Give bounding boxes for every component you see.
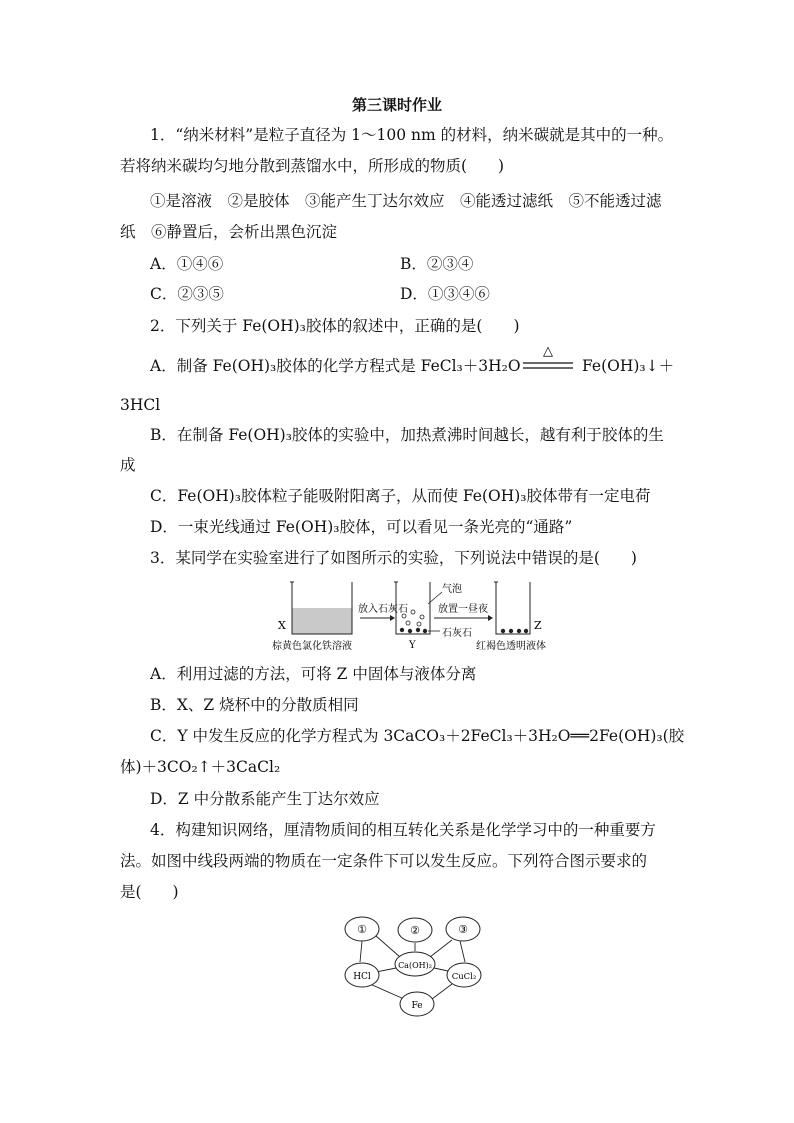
q1-line1: 1．“纳米材料”是粒子直径为 1～100 nm 的材料，纳米碳就是其中的一种。 [150,126,674,144]
q2-option-b-line2: 成 [120,456,136,474]
q1-option-b: B．②③④ [400,255,474,273]
q3-option-a: A．利用过滤的方法，可将 Z 中固体与液体分离 [150,665,477,683]
bubble-label: 气泡 [442,584,462,595]
limestone-piece [400,628,404,632]
sediment [501,629,505,633]
limestone-piece [408,629,412,633]
q2-option-a-part2: Fe(OH)₃↓＋ [582,357,675,375]
beaker-z-label: Z [534,619,542,632]
q1-line4: 纸 ⑥静置后，会析出黑色沉淀 [120,223,338,241]
page-title: 第三课时作业 [351,96,442,114]
limestone-piece [423,629,427,633]
liquid-x [293,608,352,634]
limestone-piece [416,628,420,632]
node-cucl2-label: CuCl₂ [451,972,477,982]
bubble [417,622,421,626]
node-3-label: ③ [458,923,468,936]
beaker-y-label: Y [409,640,416,651]
heat-symbol: △ [543,344,553,359]
q1-line3: ①是溶液 ②是胶体 ③能产生丁达尔效应 ④能透过滤纸 ⑤不能透过滤 [150,192,662,210]
beaker-x [290,582,352,634]
q4-reaction-network [340,910,490,1020]
node-caoh2-label: Ca(OH)₂ [398,961,432,970]
q1-line2: 若将纳米碳均匀地分散到蒸馏水中，所形成的物质( ) [120,157,505,175]
heating-equals-sign [520,344,576,374]
q3-option-d: D．Z 中分散系能产生丁达尔效应 [150,790,380,808]
q4-line3: 是( ) [120,883,179,901]
q3-option-b: B．X、Z 烧杯中的分散质相同 [150,696,359,714]
beaker-z-caption: 红褐色透明液体 [476,641,546,652]
node-1-label: ① [357,923,367,936]
q2-option-d: D．一束光线通过 Fe(OH)₃胶体，可以看见一条光亮的“通路” [150,518,573,536]
q2-stem: 2．下列关于 Fe(OH)₃胶体的叙述中，正确的是( ) [150,317,520,335]
q4-line2: 法。如图中线段两端的物质在一定条件下可以发生反应。下列符合图示要求的 [120,852,648,870]
q2-option-a-part3: 3HCl [120,396,161,414]
q2-option-b-line1: B．在制备 Fe(OH)₃胶体的实验中，加热煮沸时间越长，越有利于胶体的生 [150,426,664,444]
bubble [411,610,415,614]
bubble [420,615,424,619]
q3-experiment-figure [270,578,560,656]
sediment [524,629,528,633]
q3-option-c-line2: 体)＋3CO₂↑＋3CaCl₂ [120,758,281,776]
beaker-x-label: X [278,619,286,632]
q3-stem: 3．某同学在实验室进行了如图所示的实验，下列说法中错误的是( ) [150,549,637,567]
node-hcl-label: HCl [353,972,371,982]
node-fe-label: Fe [411,1001,423,1011]
q2-option-a-part1: A．制备 Fe(OH)₃胶体的化学方程式是 FeCl₃＋3H₂O [150,357,521,375]
q1-option-a: A．①④⑥ [150,255,224,273]
q4-line1: 4．构建知识网络，厘清物质间的相互转化关系是化学学习中的一种重要方 [150,821,656,839]
q3-option-c-line1: C．Y 中发生反应的化学方程式为 3CaCO₃＋2FeCl₃＋3H₂O══2Fe(OH)₃(胶 [150,727,685,745]
bubble [406,621,410,625]
node-2-label: ② [410,924,420,937]
sediment [517,629,521,633]
q1-option-d: D．①③④⑥ [400,285,490,303]
sediment [509,629,513,633]
q2-option-c: C．Fe(OH)₃胶体粒子能吸附阳离子，从而使 Fe(OH)₃胶体带有一定电荷 [150,487,651,505]
beaker-x-caption: 棕黄色氯化铁溶液 [272,641,352,652]
arrow-1-label: 放入石灰石 [358,604,408,615]
stone-label: 石灰石 [442,628,472,639]
q1-option-c: C．②③⑤ [150,285,224,303]
arrow-2-label: 放置一昼夜 [438,604,488,615]
beaker-z [494,582,530,634]
